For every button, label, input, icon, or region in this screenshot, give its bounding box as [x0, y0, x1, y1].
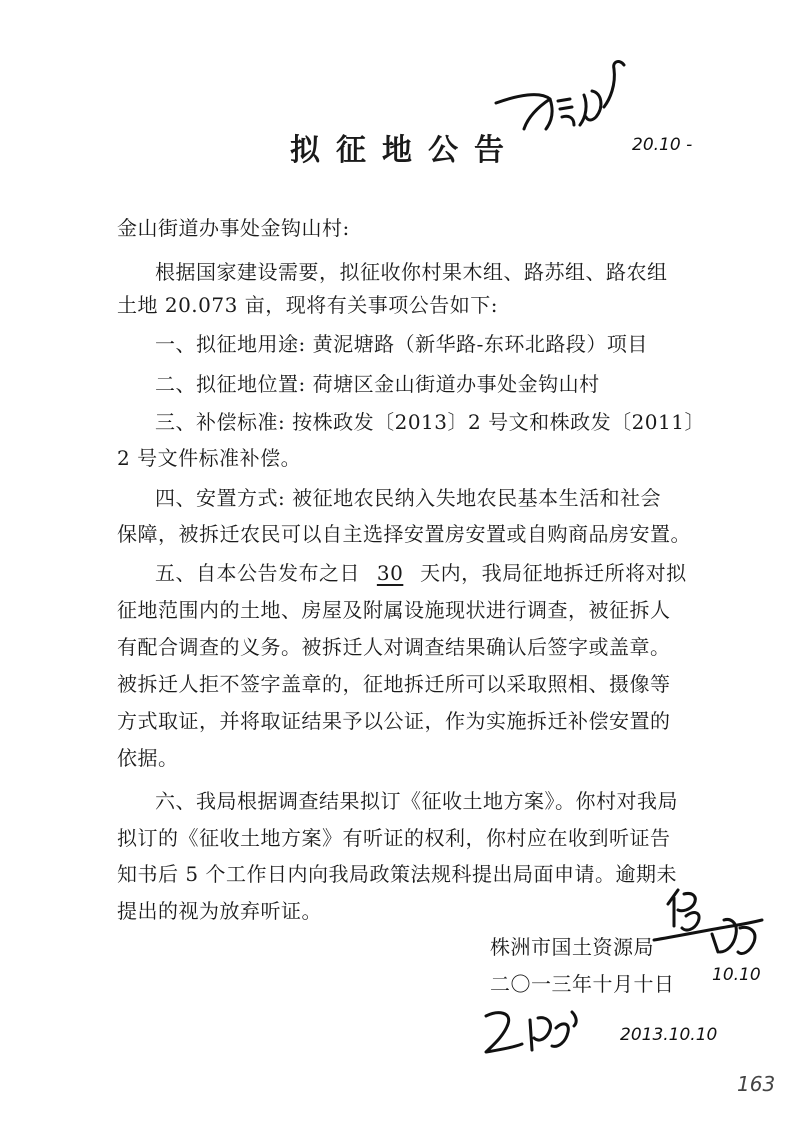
top-handwritten-date: 20.10 -	[632, 135, 693, 155]
bottom-handwritten-date: 2013.10.10	[620, 1025, 718, 1045]
issuer: 株洲市国土资源局	[490, 935, 654, 959]
body-line: 有配合调查的义务。被拆迁人对调查结果确认后签字或盖章。	[117, 635, 671, 659]
body-line: 知书后 5 个工作日内向我局政策法规科提出局面申请。逾期未	[117, 862, 677, 886]
body-line: 被拆迁人拒不签字盖章的，征地拆迁所可以采取照相、摄像等	[117, 672, 671, 696]
document-title: 拟征地公告	[290, 133, 520, 168]
page-number: 163	[737, 1072, 776, 1096]
body-line: 方式取证，并将取证结果予以公证，作为实施拆迁补偿安置的	[117, 709, 671, 733]
item5-days: 30	[376, 561, 404, 585]
bottom-signature-icon	[478, 1004, 608, 1064]
body-line: 提出的视为放弃听证。	[117, 899, 322, 923]
issue-date: 二〇一三年十月十日	[490, 972, 675, 996]
body-line: 2 号文件标准补偿。	[117, 446, 302, 470]
body-line: 依据。	[117, 746, 179, 770]
item5-before: 五、自本公告发布之日	[155, 561, 360, 585]
item5-line	[155, 557, 687, 586]
right-signature-icon	[648, 880, 778, 970]
body-line: 征地范围内的土地、房屋及附属设施现状进行调查，被征拆人	[117, 598, 671, 622]
body-line: 保障，被拆迁农民可以自主选择安置房安置或自购商品房安置。	[117, 522, 691, 546]
body-line: 四、安置方式: 被征地农民纳入失地农民基本生活和社会	[155, 486, 662, 510]
addressee: 金山街道办事处金钩山村:	[117, 216, 350, 240]
body-line: 二、拟征地位置: 荷塘区金山街道办事处金钩山村	[155, 372, 600, 396]
top-signature-icon	[488, 55, 638, 135]
body-line: 土地 20.073 亩，现将有关事项公告如下:	[117, 293, 498, 317]
right-handwritten-date: 10.10	[712, 965, 761, 985]
body-line: 拟订的《征收土地方案》有听证的权利，你村应在收到听证告	[117, 826, 671, 850]
body-line: 三、补偿标准: 按株政发〔2013〕2 号文和株政发〔2011〕	[155, 410, 705, 434]
item5-after: 天内，我局征地拆迁所将对拟	[420, 561, 687, 585]
body-line: 一、拟征地用途: 黄泥塘路（新华路-东环北路段）项目	[155, 332, 648, 356]
body-line: 根据国家建设需要，拟征收你村果木组、路苏组、路农组	[155, 260, 668, 284]
body-line: 六、我局根据调查结果拟订《征收土地方案》。你村对我局	[155, 789, 678, 813]
